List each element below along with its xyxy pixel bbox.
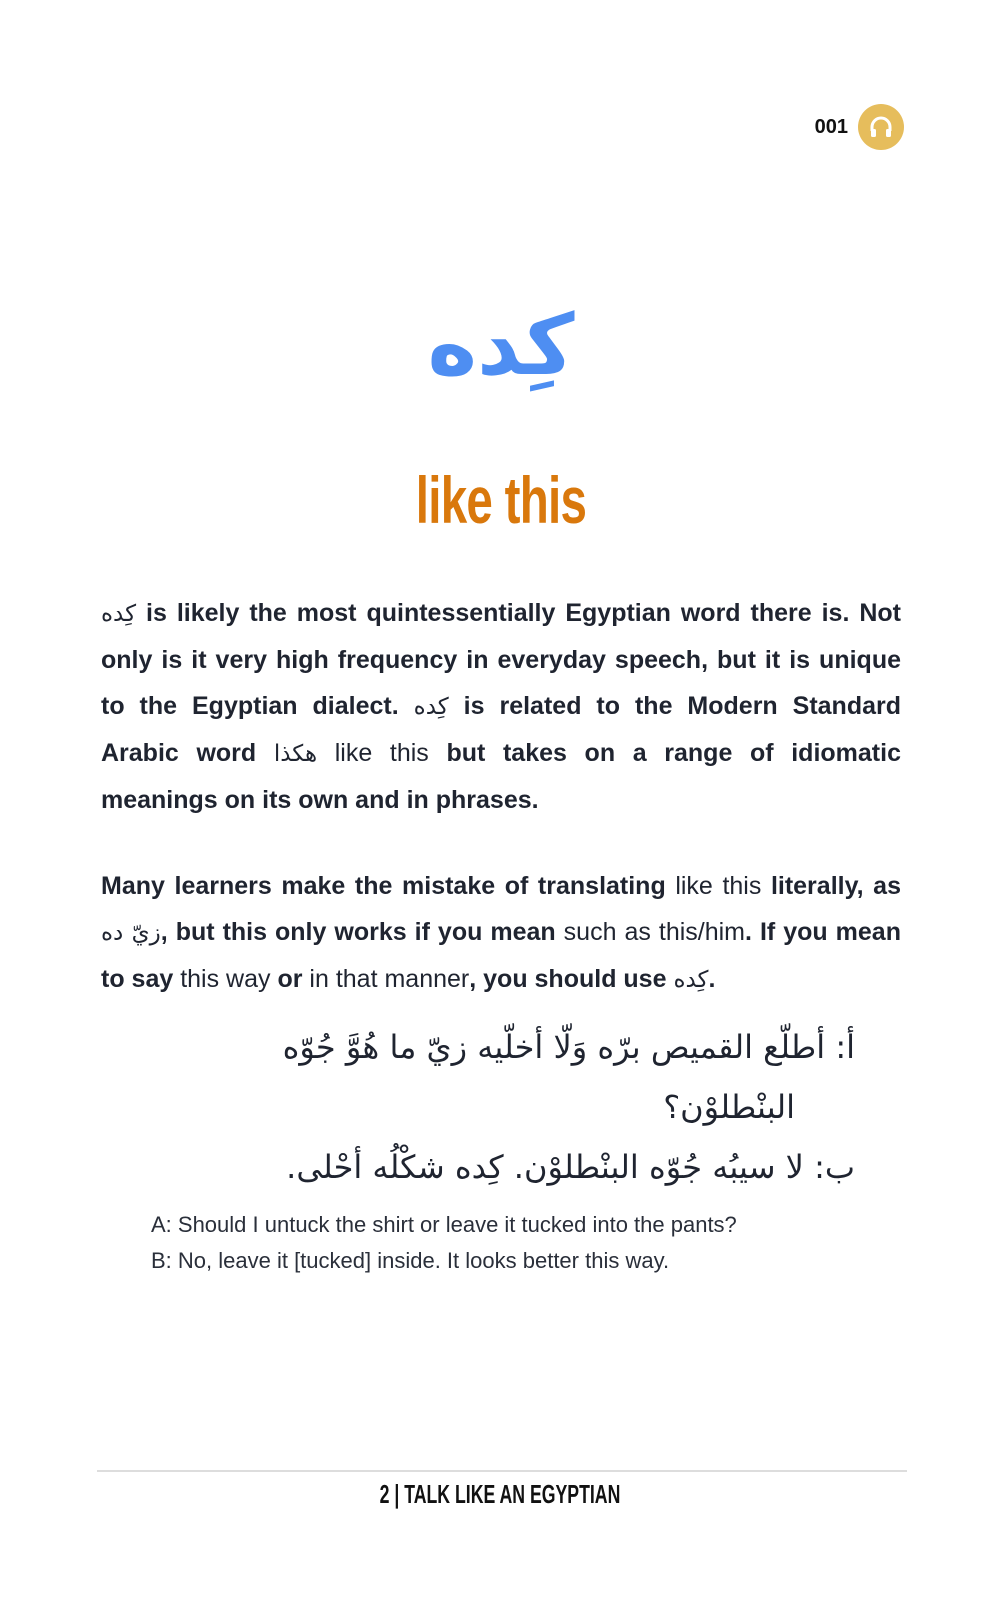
track-number: 001: [814, 115, 848, 138]
translation-phrase: like this: [675, 872, 762, 900]
example-english: [101, 1207, 901, 1279]
arabic-term: زيّ ده: [101, 920, 161, 946]
example-arabic-a: أ: أطلّع القميص برّه وَلّا أخلّيه زيّ ما هُوَّ جُوّه: [282, 1028, 855, 1066]
example-english-a: A: Should I untuck the shirt or leave it tucked into the pants?: [151, 1212, 737, 1237]
paragraph-text: , you should use: [469, 965, 674, 993]
paragraph-text: but takes on a range of idiomatic meanings on its own and in phrases.: [101, 739, 901, 814]
translation-phrase: like this: [317, 739, 447, 767]
paragraph-text: is related to the Modern Standard Arabic word: [101, 692, 901, 767]
paragraph-text: literally, as: [761, 872, 901, 900]
track-indicator: [815, 104, 904, 150]
translation-phrase: this way: [180, 965, 271, 993]
arabic-term: كِده: [101, 601, 137, 627]
translation-phrase: in that manner: [309, 965, 470, 993]
paragraph-text: .: [708, 965, 716, 993]
example-arabic: [101, 1017, 901, 1197]
paragraph-1: [101, 590, 901, 823]
example-english-b: B: No, leave it [tucked] inside. It looks better this way.: [151, 1248, 670, 1273]
translation-phrase: such as this/him: [563, 918, 746, 946]
arabic-headword: كِده: [427, 296, 575, 394]
headphones-icon[interactable]: [858, 104, 904, 150]
arabic-term: هكذا: [273, 741, 318, 767]
example-arabic-b: ب: لا سيبُه جُوّه البنْطلوْن. كِده شكْلُه أحْلى.: [286, 1148, 855, 1186]
paragraph-text: is likely the most quintessentially Egyptian word there is. Not only is it very high frequency in everyday speech, but it is unique to the Egyptian dialect.: [101, 599, 901, 720]
page-footer: 2 | TALK LIKE AN EGYPTIAN: [379, 1479, 621, 1509]
paragraph-text: Many learners make the mistake of translating: [101, 872, 676, 900]
headword-translation: like this: [415, 463, 587, 537]
paragraph-2: [101, 863, 901, 1003]
arabic-term: كِده: [673, 967, 709, 993]
example-arabic-a-cont: البنْطلوْن؟: [663, 1088, 795, 1126]
entry-content: [101, 290, 901, 1279]
paragraph-text: . If you mean to say: [101, 918, 901, 993]
footer-divider: [97, 1470, 907, 1472]
arabic-term: كِده: [413, 694, 449, 720]
paragraph-text: , but this only works if you mean: [160, 918, 564, 946]
paragraph-text: or: [270, 965, 310, 993]
